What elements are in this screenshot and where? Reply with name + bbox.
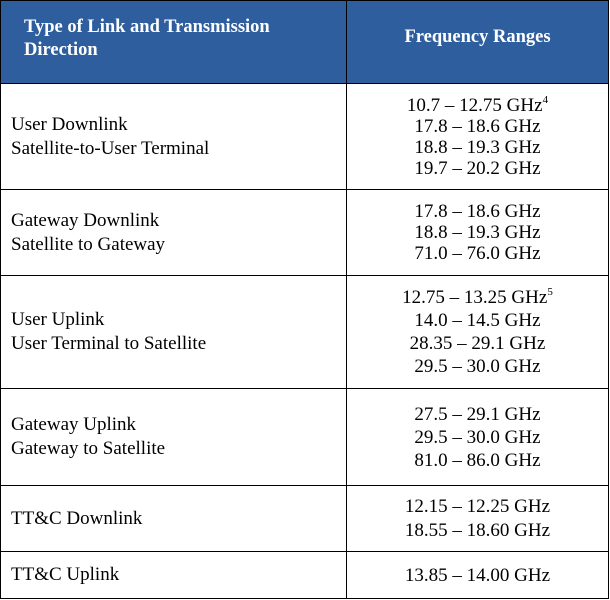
link-type-cell <box>1 552 347 599</box>
table-header-row <box>1 1 609 84</box>
frequency-range: 17.8 – 18.6 GHz <box>414 115 541 137</box>
table-row <box>1 276 609 389</box>
table-row <box>1 389 609 486</box>
link-type-name: TT&C Uplink <box>11 564 120 585</box>
frequency-range: 29.5 – 30.0 GHz <box>414 426 541 448</box>
frequency-range: 19.7 – 20.2 GHz <box>414 157 541 179</box>
frequency-cell <box>347 389 609 486</box>
footnote-marker: 5 <box>547 286 553 298</box>
frequency-range: 27.5 – 29.1 GHz <box>414 403 541 425</box>
link-type-name: Gateway Uplink <box>11 414 137 435</box>
table-row <box>1 84 609 190</box>
link-direction: Satellite to Gateway <box>11 233 166 255</box>
frequency-cell <box>347 552 609 599</box>
link-type-name: TT&C Downlink <box>11 507 143 529</box>
frequency-range: 18.8 – 19.3 GHz <box>414 136 541 158</box>
frequency-range: 29.5 – 30.0 GHz <box>414 356 541 377</box>
frequency-range: 18.55 – 18.60 GHz <box>404 519 551 541</box>
table-row <box>1 552 609 599</box>
link-direction: Satellite-to-User Terminal <box>11 137 210 159</box>
frequency-range: 17.8 – 18.6 GHz <box>414 201 541 222</box>
table-row <box>1 190 609 276</box>
header-frequency-ranges: Frequency Ranges <box>347 1 609 84</box>
link-type-cell <box>1 190 347 276</box>
frequency-range: 10.7 – 12.75 GHz$^4$ <box>406 93 549 116</box>
frequency-cell <box>347 84 609 190</box>
link-type-cell <box>1 276 347 389</box>
link-direction: Gateway to Satellite <box>11 438 166 459</box>
frequency-range: 12.15 – 12.25 GHz <box>404 495 551 517</box>
link-type-name: Gateway Downlink <box>11 209 160 231</box>
frequency-cell <box>347 190 609 276</box>
frequency-range: 13.85 – 14.00 GHz <box>404 564 551 586</box>
frequency-range: 81.0 – 86.0 GHz <box>414 449 541 471</box>
frequency-cell <box>347 276 609 389</box>
link-type-name: User Uplink <box>11 309 105 330</box>
link-direction: User Terminal to Satellite <box>11 333 207 354</box>
footnote-marker: 4 <box>542 93 549 106</box>
link-type-cell <box>1 84 347 190</box>
frequency-range: 28.35 – 29.1 GHz <box>409 333 546 354</box>
frequency-cell <box>347 486 609 552</box>
header-link-type: Type of Link and Transmission Direction <box>1 1 347 84</box>
table-row <box>1 486 609 552</box>
frequency-range: 71.0 – 76.0 GHz <box>414 243 541 264</box>
link-type-name: User Downlink <box>11 113 128 135</box>
link-type-cell <box>1 389 347 486</box>
frequency-range: 12.75 – 13.25 GHz$^5$ <box>402 286 553 308</box>
link-type-cell <box>1 486 347 552</box>
frequency-range: 18.8 – 19.3 GHz <box>414 222 541 243</box>
frequency-range: 14.0 – 14.5 GHz <box>414 310 541 331</box>
